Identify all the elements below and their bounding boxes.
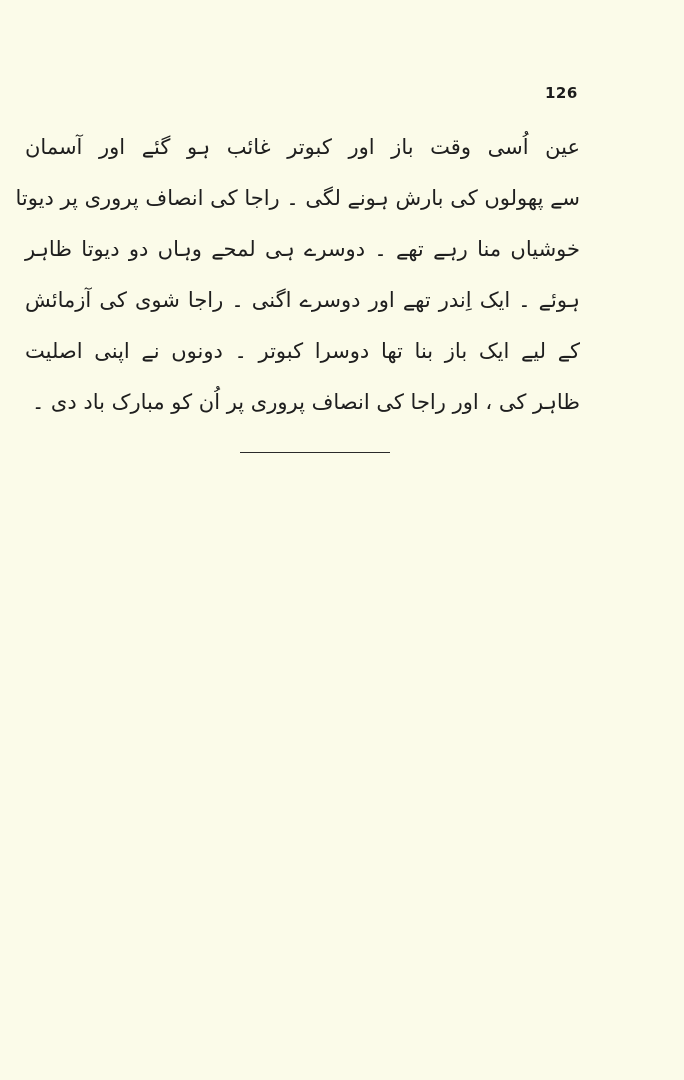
story-paragraph xyxy=(15,122,580,428)
text-line-2: سے پھولوں کی بارش ہونے لگی ۔ راجا کی انصاف پروری پر دیوتا xyxy=(15,186,580,210)
text-line-4: ہوئے ۔ ایک اِندر تھے اور دوسرے اگنی ۔ راجا شوی کی آزمائش xyxy=(25,288,580,312)
text-line-1: عین اُسی وقت باز اور کبوتر غائب ہو گئے اور آسمان xyxy=(25,135,580,159)
section-end-divider xyxy=(240,452,390,453)
text-line-5: کے لیے ایک باز بنا تھا دوسرا کبوتر ۔ دونوں نے اپنی اصلیت xyxy=(25,339,580,363)
text-line-3: خوشیاں منا رہے تھے ۔ دوسرے ہی لمحے وہاں دو دیوتا ظاہر xyxy=(25,237,580,261)
text-line-6: ظاہر کی ، اور راجا کی انصاف پروری پر اُن کو مبارک باد دی ۔ xyxy=(31,390,580,414)
page-number: 126 xyxy=(545,84,578,102)
